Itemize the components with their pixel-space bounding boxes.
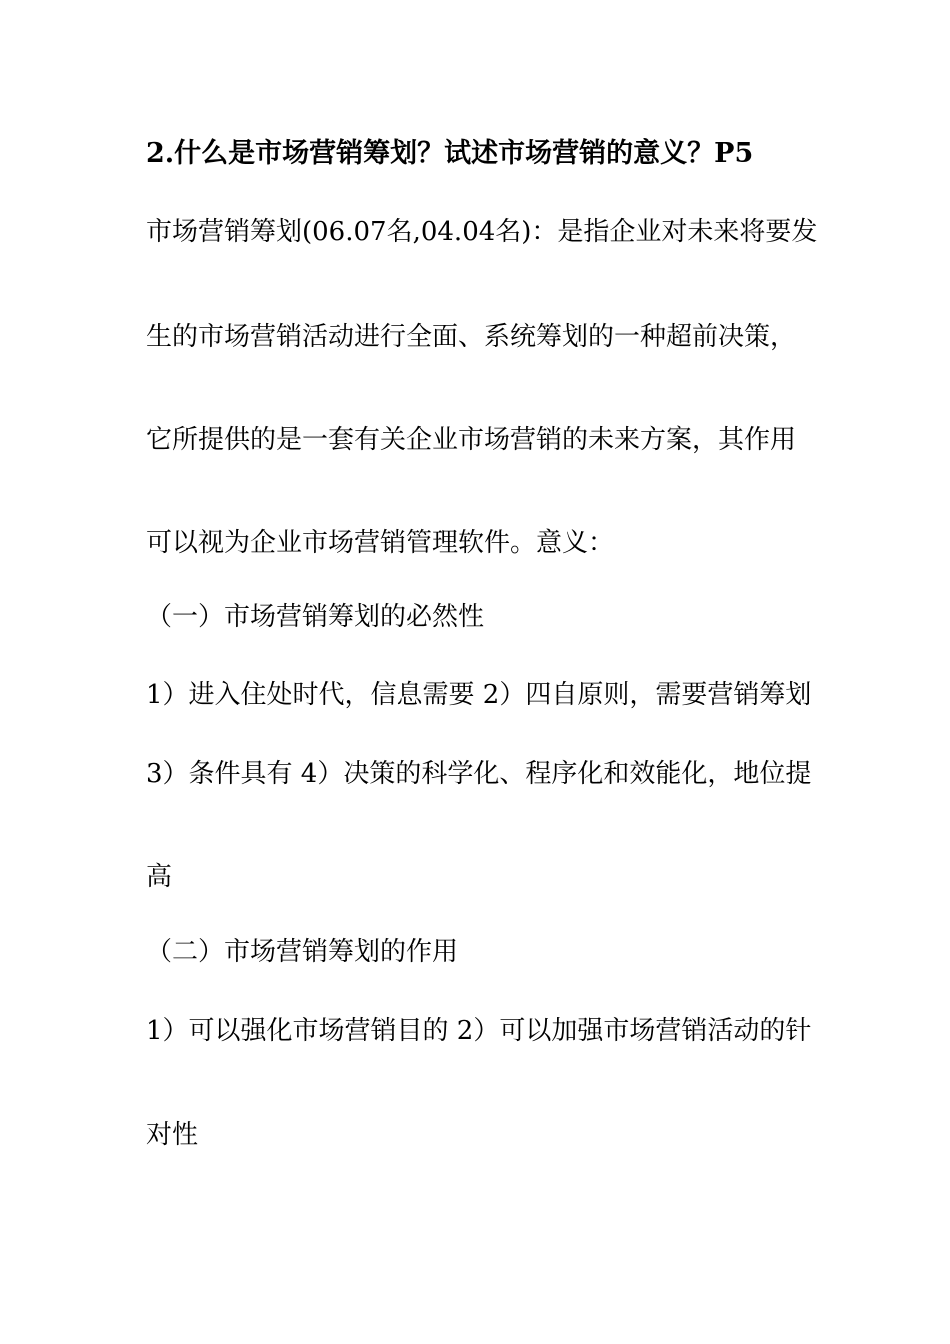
body-line-6: 3）条件具有 4）决策的科学化、程序化和效能化，地位提 [146, 759, 812, 789]
section-heading-1: （一）市场营销筹划的必然性 [146, 602, 485, 632]
body-line-5: 1）进入住处时代，信息需要 2）四自原则，需要营销筹划 [146, 680, 812, 710]
body-line-4: 可以视为企业市场营销管理软件。意义： [146, 528, 615, 558]
body-line-7: 高 [146, 862, 173, 892]
body-line-9: 对性 [146, 1120, 199, 1150]
body-line-1: 市场营销筹划(06.07名,04.04名)：是指企业对未来将要发 [146, 217, 818, 247]
body-line-8: 1）可以强化市场营销目的 2）可以加强市场营销活动的针 [146, 1016, 812, 1046]
body-line-3: 它所提供的是一套有关企业市场营销的未来方案，其作用 [146, 425, 797, 455]
section-heading-2: （二）市场营销筹划的作用 [146, 937, 459, 967]
body-line-2: 生的市场营销活动进行全面、系统筹划的一种超前决策， [146, 322, 797, 352]
document-heading: 2.什么是市场营销筹划？试述市场营销的意义？P5 [146, 138, 754, 169]
